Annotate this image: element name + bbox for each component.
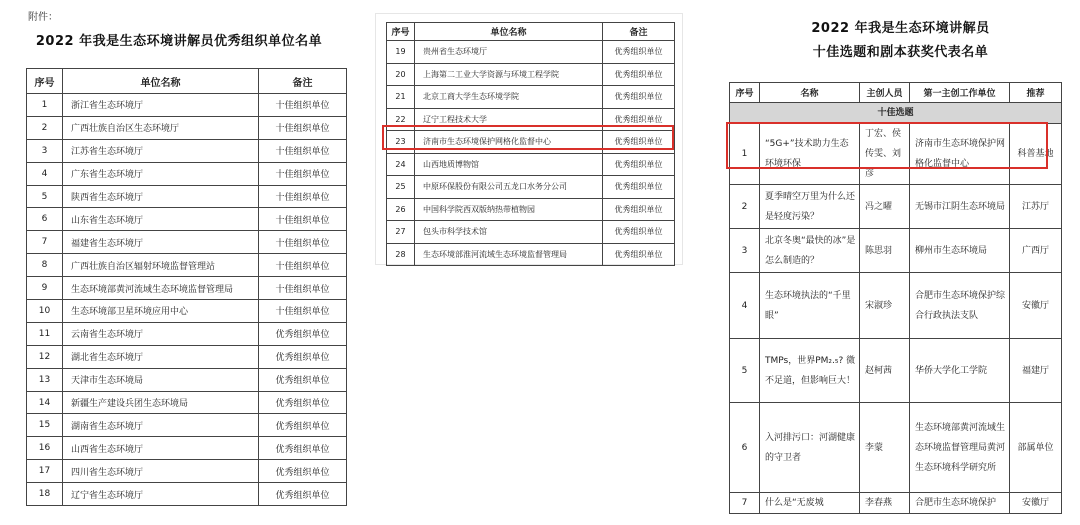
table-row bbox=[27, 162, 347, 185]
header-unit-name: 单位名称 bbox=[415, 23, 603, 41]
table-row bbox=[27, 231, 347, 254]
table-row bbox=[387, 41, 675, 64]
cell-serial: 27 bbox=[387, 221, 415, 244]
organization-list-table bbox=[26, 68, 347, 506]
cell-serial: 5 bbox=[730, 339, 760, 403]
cell-name: 贵州省生态环境厅 bbox=[415, 41, 603, 64]
cell-serial: 2 bbox=[730, 185, 760, 229]
cell-name: 云南省生态环境厅 bbox=[63, 322, 259, 345]
cell-serial: 6 bbox=[730, 403, 760, 493]
cell-col3: 优秀组织单位 bbox=[603, 198, 675, 221]
cell-col3: 优秀组织单位 bbox=[603, 131, 675, 154]
table-row bbox=[730, 403, 1062, 493]
award-topics-table bbox=[729, 82, 1062, 514]
table-row bbox=[387, 108, 675, 131]
cell-col3: 李蒙 bbox=[860, 403, 910, 493]
cell-col4: 合肥市生态环境保护 bbox=[910, 493, 1010, 514]
cell-serial: 1 bbox=[27, 94, 63, 117]
cell-col4: 合肥市生态环境保护综合行政执法支队 bbox=[910, 273, 1010, 339]
header-work-unit: 第一主创工作单位 bbox=[910, 83, 1010, 103]
cell-name: 山西地质博物馆 bbox=[415, 153, 603, 176]
cell-serial: 28 bbox=[387, 243, 415, 266]
cell-serial: 13 bbox=[27, 368, 63, 391]
cell-col3: 十佳组织单位 bbox=[259, 300, 347, 323]
cell-name: 天津市生态环境局 bbox=[63, 368, 259, 391]
cell-serial: 8 bbox=[27, 254, 63, 277]
cell-serial: 2 bbox=[27, 116, 63, 139]
table-row bbox=[27, 254, 347, 277]
cell-name: 浙江省生态环境厅 bbox=[63, 94, 259, 117]
cell-serial: 18 bbox=[27, 483, 63, 506]
table-row bbox=[387, 63, 675, 86]
cell-name: 北京工商大学生态环境学院 bbox=[415, 86, 603, 109]
cell-col4: 无锡市江阴生态环境局 bbox=[910, 185, 1010, 229]
cell-col3: 优秀组织单位 bbox=[259, 460, 347, 483]
cell-serial: 7 bbox=[27, 231, 63, 254]
header-creators: 主创人员 bbox=[860, 83, 910, 103]
table-row bbox=[27, 391, 347, 414]
cell-col3: 优秀组织单位 bbox=[259, 483, 347, 506]
cell-name: 生态环境执法的“千里眼” bbox=[760, 273, 860, 339]
table-row bbox=[27, 322, 347, 345]
table-row bbox=[730, 185, 1062, 229]
cell-name: 什么是“无废城 bbox=[760, 493, 860, 514]
table-row bbox=[730, 124, 1062, 185]
table-row bbox=[387, 221, 675, 244]
cell-name: 福建省生态环境厅 bbox=[63, 231, 259, 254]
cell-name: 中原环保股份有限公司五龙口水务分公司 bbox=[415, 176, 603, 199]
cell-serial: 6 bbox=[27, 208, 63, 231]
cell-name: 山西省生态环境厅 bbox=[63, 437, 259, 460]
table-header-row bbox=[730, 83, 1062, 103]
cell-name: 中国科学院西双版纳热带植物园 bbox=[415, 198, 603, 221]
cell-col5: 江苏厅 bbox=[1010, 185, 1062, 229]
cell-col3: 优秀组织单位 bbox=[259, 368, 347, 391]
cell-serial: 3 bbox=[730, 229, 760, 273]
cell-serial: 15 bbox=[27, 414, 63, 437]
cell-col3: 优秀组织单位 bbox=[603, 176, 675, 199]
cell-col3: 十佳组织单位 bbox=[259, 208, 347, 231]
right-page-title-line2: 十佳选题和剧本获奖代表名单 bbox=[812, 45, 989, 60]
cell-col3: 优秀组织单位 bbox=[603, 108, 675, 131]
cell-name: 陕西省生态环境厅 bbox=[63, 185, 259, 208]
table-row bbox=[730, 273, 1062, 339]
cell-col5: 安徽厅 bbox=[1010, 273, 1062, 339]
table-row bbox=[27, 300, 347, 323]
header-serial: 序号 bbox=[730, 83, 760, 103]
cell-name: 北京冬奥“最快的冰”是怎么制造的？ bbox=[760, 229, 860, 273]
cell-name: 广东省生态环境厅 bbox=[63, 162, 259, 185]
cell-col3: 优秀组织单位 bbox=[603, 221, 675, 244]
cell-col3: 赵柯茜 bbox=[860, 339, 910, 403]
table-row bbox=[730, 229, 1062, 273]
table-row bbox=[730, 339, 1062, 403]
cell-serial: 4 bbox=[27, 162, 63, 185]
cell-col3: 十佳组织单位 bbox=[259, 94, 347, 117]
cell-name: 夏季晴空万里为什么还是轻度污染？ bbox=[760, 185, 860, 229]
cell-col3: 优秀组织单位 bbox=[259, 391, 347, 414]
cell-serial: 23 bbox=[387, 131, 415, 154]
cell-col4: 柳州市生态环境局 bbox=[910, 229, 1010, 273]
cell-col3: 李春燕 bbox=[860, 493, 910, 514]
header-unit-name: 单位名称 bbox=[63, 69, 259, 94]
cell-col3: 优秀组织单位 bbox=[603, 41, 675, 64]
table-row bbox=[387, 153, 675, 176]
right-document-page bbox=[721, 0, 1080, 525]
header-serial: 序号 bbox=[387, 23, 415, 41]
table-row bbox=[387, 131, 675, 154]
cell-col3: 优秀组织单位 bbox=[603, 153, 675, 176]
cell-serial: 24 bbox=[387, 153, 415, 176]
cell-name: 辽宁工程技术大学 bbox=[415, 108, 603, 131]
header-remark: 备注 bbox=[603, 23, 675, 41]
table-row bbox=[27, 414, 347, 437]
cell-serial: 3 bbox=[27, 139, 63, 162]
cell-name: 新疆生产建设兵团生态环境局 bbox=[63, 391, 259, 414]
cell-name: TMPs，世界PM₂.₅? 微不足道，但影响巨大！ bbox=[760, 339, 860, 403]
cell-serial: 26 bbox=[387, 198, 415, 221]
cell-col5: 科普基地 bbox=[1010, 124, 1062, 185]
cell-col4: 济南市生态环境保护网格化监督中心 bbox=[910, 124, 1010, 185]
cell-name: 四川省生态环境厅 bbox=[63, 460, 259, 483]
cell-name: 湖北省生态环境厅 bbox=[63, 345, 259, 368]
cell-col3: 优秀组织单位 bbox=[603, 243, 675, 266]
cell-name: 包头市科学技术馆 bbox=[415, 221, 603, 244]
cell-col4: 华侨大学化工学院 bbox=[910, 339, 1010, 403]
cell-name: 生态环境部淮河流域生态环境监督管理局 bbox=[415, 243, 603, 266]
cell-name: 入河排污口：河湖健康的守卫者 bbox=[760, 403, 860, 493]
cell-col3: 十佳组织单位 bbox=[259, 139, 347, 162]
section-label: 十佳选题 bbox=[730, 103, 1062, 124]
table-row bbox=[27, 94, 347, 117]
organization-list-table-continued bbox=[386, 22, 675, 266]
table-row bbox=[387, 198, 675, 221]
cell-name: 广西壮族自治区生态环境厅 bbox=[63, 116, 259, 139]
cell-col3: 优秀组织单位 bbox=[603, 86, 675, 109]
cell-serial: 14 bbox=[27, 391, 63, 414]
table-row bbox=[387, 86, 675, 109]
table-row bbox=[27, 116, 347, 139]
header-recommender: 推荐 bbox=[1010, 83, 1062, 103]
table-row bbox=[27, 345, 347, 368]
cell-name: 生态环境部卫星环境应用中心 bbox=[63, 300, 259, 323]
cell-serial: 21 bbox=[387, 86, 415, 109]
cell-serial: 4 bbox=[730, 273, 760, 339]
cell-col3: 十佳组织单位 bbox=[259, 231, 347, 254]
table-row bbox=[27, 277, 347, 300]
cell-serial: 11 bbox=[27, 322, 63, 345]
cell-serial: 17 bbox=[27, 460, 63, 483]
cell-name: 山东省生态环境厅 bbox=[63, 208, 259, 231]
cell-serial: 9 bbox=[27, 277, 63, 300]
header-remark: 备注 bbox=[259, 69, 347, 94]
cell-col3: 优秀组织单位 bbox=[259, 345, 347, 368]
cell-col3: 十佳组织单位 bbox=[259, 277, 347, 300]
cell-col5: 福建厅 bbox=[1010, 339, 1062, 403]
middle-document-page bbox=[376, 14, 682, 264]
cell-col3: 宋淑珍 bbox=[860, 273, 910, 339]
cell-col3: 十佳组织单位 bbox=[259, 162, 347, 185]
cell-col3: 冯之曜 bbox=[860, 185, 910, 229]
cell-serial: 20 bbox=[387, 63, 415, 86]
cell-name: 湖南省生态环境厅 bbox=[63, 414, 259, 437]
right-page-title-line1: 2022 年我是生态环境讲解员 bbox=[811, 21, 990, 36]
left-page-title: 2022 年我是生态环境讲解员优秀组织单位名单 bbox=[35, 34, 323, 49]
table-header-row bbox=[27, 69, 347, 94]
cell-col3: 优秀组织单位 bbox=[259, 437, 347, 460]
table-row bbox=[27, 437, 347, 460]
table-row bbox=[27, 368, 347, 391]
cell-col4: 生态环境部黄河流域生态环境监督管理局黄河生态环境科学研究所 bbox=[910, 403, 1010, 493]
cell-col3: 优秀组织单位 bbox=[259, 322, 347, 345]
left-document-page bbox=[0, 0, 356, 525]
cell-col3: 十佳组织单位 bbox=[259, 116, 347, 139]
table-row bbox=[387, 176, 675, 199]
cell-col3: 优秀组织单位 bbox=[603, 63, 675, 86]
header-serial: 序号 bbox=[27, 69, 63, 94]
cell-serial: 5 bbox=[27, 185, 63, 208]
table-row bbox=[387, 243, 675, 266]
cell-name: 广西壮族自治区辐射环境监督管理站 bbox=[63, 254, 259, 277]
cell-serial: 16 bbox=[27, 437, 63, 460]
cell-col3: 丁宏、侯传雯、刘彦 bbox=[860, 124, 910, 185]
cell-serial: 22 bbox=[387, 108, 415, 131]
cell-col3: 十佳组织单位 bbox=[259, 185, 347, 208]
cell-serial: 25 bbox=[387, 176, 415, 199]
attachment-label: 附件： bbox=[28, 12, 58, 23]
cell-name: 生态环境部黄河流域生态环境监督管理局 bbox=[63, 277, 259, 300]
table-header-row bbox=[387, 23, 675, 41]
cell-col5: 部属单位 bbox=[1010, 403, 1062, 493]
cell-serial: 12 bbox=[27, 345, 63, 368]
table-row bbox=[27, 460, 347, 483]
cell-serial: 1 bbox=[730, 124, 760, 185]
section-row bbox=[730, 103, 1062, 124]
table-row bbox=[27, 208, 347, 231]
cell-col5: 广西厅 bbox=[1010, 229, 1062, 273]
cell-name: 济南市生态环境保护网格化监督中心 bbox=[415, 131, 603, 154]
header-topic-name: 名称 bbox=[760, 83, 860, 103]
cell-col5: 安徽厅 bbox=[1010, 493, 1062, 514]
table-row bbox=[27, 139, 347, 162]
cell-serial: 7 bbox=[730, 493, 760, 514]
table-row bbox=[27, 483, 347, 506]
cell-name: 江苏省生态环境厅 bbox=[63, 139, 259, 162]
cell-serial: 10 bbox=[27, 300, 63, 323]
cell-col3: 陈思羽 bbox=[860, 229, 910, 273]
table-row bbox=[27, 185, 347, 208]
cell-name: 上海第二工业大学资源与环境工程学院 bbox=[415, 63, 603, 86]
cell-name: 辽宁省生态环境厅 bbox=[63, 483, 259, 506]
table-row bbox=[730, 493, 1062, 514]
cell-serial: 19 bbox=[387, 41, 415, 64]
cell-col3: 十佳组织单位 bbox=[259, 254, 347, 277]
cell-name: “5G+”技术助力生态环境环保 bbox=[760, 124, 860, 185]
cell-col3: 优秀组织单位 bbox=[259, 414, 347, 437]
